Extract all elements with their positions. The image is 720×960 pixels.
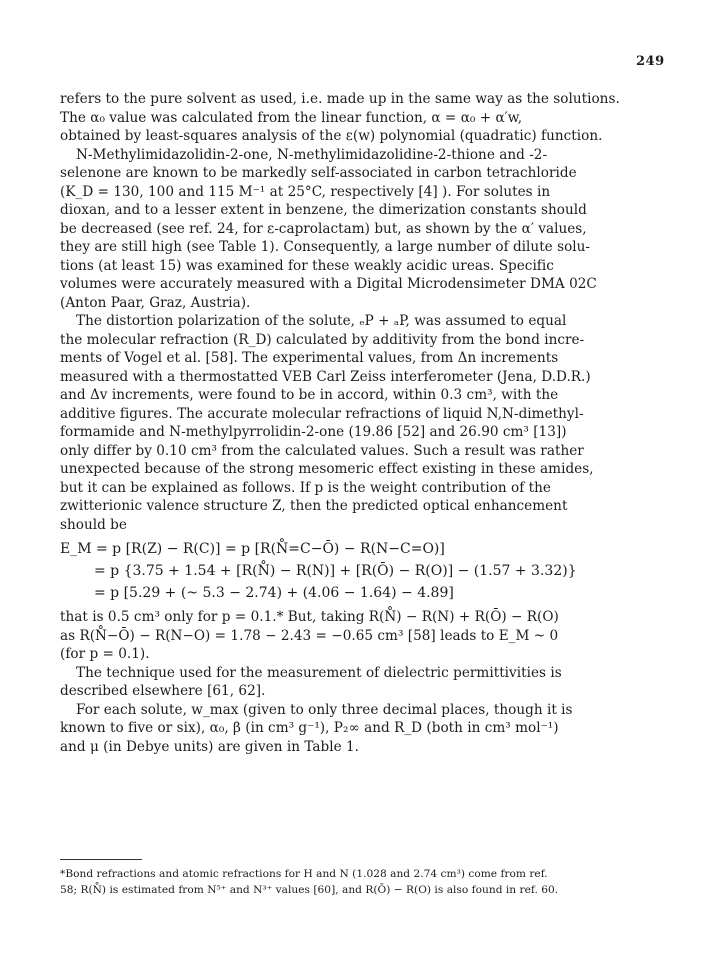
text-line: (Anton Paar, Graz, Austria).: [60, 294, 251, 311]
footnote-line: 58; R(N̊) is estimated from N⁵⁺ and N³⁺ values [60], and R(Ō) − R(O) is also found in ref. 60.: [60, 884, 559, 896]
paragraph: [60, 146, 690, 313]
paragraph: [60, 608, 690, 664]
paragraph: [60, 664, 690, 701]
text-line: The α₀ value was calculated from the linear function, α = α₀ + α′w,: [60, 109, 523, 126]
text-line: and μ (in Debye units) are given in Table 1.: [60, 738, 359, 755]
text-line: dioxan, and to a lesser extent in benzene, the dimerization constants should: [60, 202, 587, 218]
text-line: unexpected because of the strong mesomeric effect existing in these amides,: [60, 461, 594, 477]
text-line: described elsewhere [61, 62].: [60, 683, 266, 699]
footnote-line: *Bond refractions and atomic refractions for H and N (1.028 and 2.74 cm³) come from ref.: [60, 868, 548, 880]
text-line: only differ by 0.10 cm³ from the calculated values. Such a result was rather: [60, 442, 584, 459]
text-line: but it can be explained as follows. If p is the weight contribution of the: [60, 479, 551, 496]
text-line: The distortion polarization of the solute, ₑP + ₐP, was assumed to equal: [76, 313, 567, 329]
text-line: selenone are known to be markedly self-associated in carbon tetrachloride: [60, 165, 577, 181]
text-line: tions (at least 15) was examined for these weakly acidic ureas. Specific: [60, 257, 554, 274]
text-line: formamide and N-methylpyrrolidin-2-one (19.86 [52] and 26.90 cm³ [13]): [60, 424, 567, 440]
text-line: the molecular refraction (R_D) calculated by additivity from the bond incre-: [60, 331, 585, 348]
equation-line: E_M = p [R(Z) − R(C)] = p [R(N̊=C−Ō) − R(N−C=O)]: [60, 541, 445, 557]
paragraph: [60, 90, 690, 146]
body-text: [60, 90, 690, 756]
text-line: they are still high (see Table 1). Consequently, a large number of dilute solu-: [60, 239, 591, 255]
text-line: and Δv increments, were found to be in accord, within 0.3 cm³, with the: [60, 387, 559, 403]
equation-line: = p {3.75 + 1.54 + [R(N̊) − R(N)] + [R(Ō) − R(O)] − (1.57 + 3.32)}: [94, 563, 577, 579]
paragraph: [60, 312, 690, 534]
text-line: ments of Vogel et al. [58]. The experimental values, from Δn increments: [60, 350, 559, 366]
text-line: (K_D = 130, 100 and 115 M⁻¹ at 25°C, respectively [4] ). For solutes in: [60, 183, 551, 200]
text-line: known to five or six), α₀, β (in cm³ g⁻¹), P₂∞ and R_D (both in cm³ mol⁻¹): [60, 720, 559, 736]
text-line: (for p = 0.1).: [60, 646, 150, 662]
footnote-divider: [60, 859, 142, 860]
equation-line: = p [5.29 + (~ 5.3 − 2.74) + (4.06 − 1.64) − 4.89]: [94, 585, 454, 601]
text-line: volumes were accurately measured with a Digital Microdensimeter DMA 02C: [60, 276, 597, 292]
text-line: be decreased (see ref. 24, for ε-caprolactam) but, as shown by the α′ values,: [60, 220, 587, 237]
footnote: [60, 866, 700, 898]
text-line: N-Methylimidazolidin-2-one, N-methylimidazolidine-2-thione and -2-: [76, 146, 548, 163]
equation-block: [60, 538, 690, 604]
text-line: zwitterionic valence structure Z, then the predicted optical enhancement: [60, 498, 568, 514]
text-line: that is 0.5 cm³ only for p = 0.1.* But, taking R(N̊) − R(N) + R(Ō) − R(O): [60, 609, 559, 625]
text-line: refers to the pure solvent as used, i.e. made up in the same way as the solutions.: [60, 91, 620, 107]
text-line: as R(N̊−Ō) − R(N−O) = 1.78 − 2.43 = −0.65 cm³ [58] leads to E_M ~ 0: [60, 627, 559, 644]
page-number: 249: [636, 54, 665, 69]
text-line: obtained by least-squares analysis of the ε(w) polynomial (quadratic) function.: [60, 128, 603, 144]
text-line: The technique used for the measurement of dielectric permittivities is: [76, 664, 562, 681]
text-line: measured with a thermostatted VEB Carl Zeiss interferometer (Jena, D.D.R.): [60, 368, 591, 385]
text-line: For each solute, w_max (given to only three decimal places, though it is: [76, 701, 573, 718]
paragraph: [60, 701, 690, 757]
text-line: additive figures. The accurate molecular refractions of liquid N,N-dimethyl-: [60, 405, 584, 422]
text-line: should be: [60, 516, 127, 533]
